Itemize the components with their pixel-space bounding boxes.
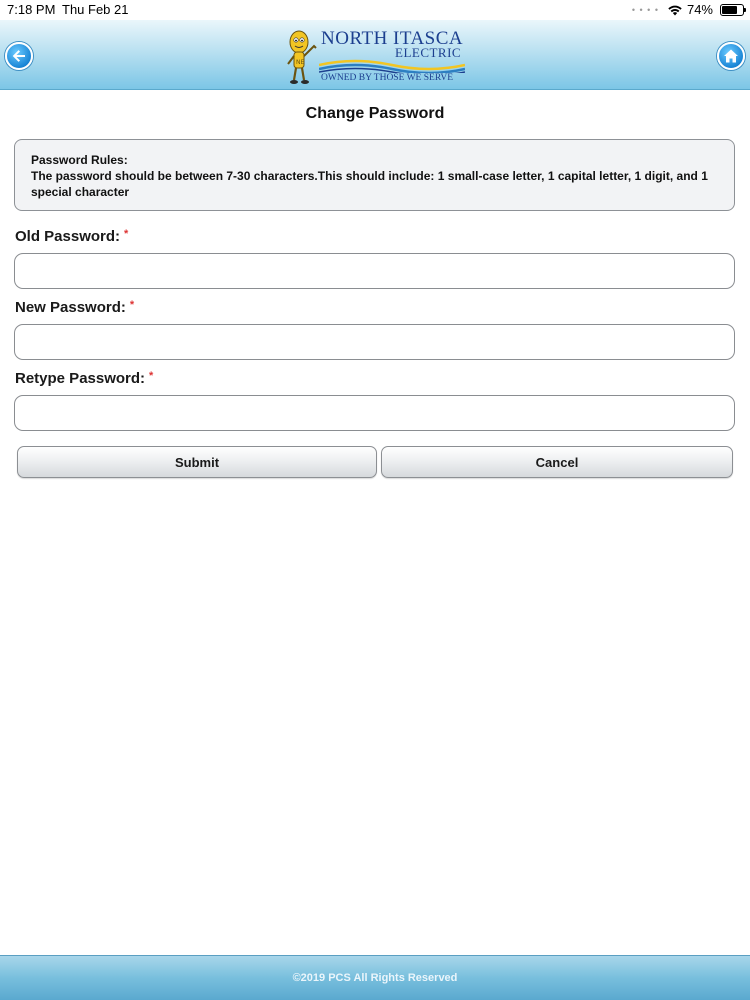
battery-percent: 74%	[686, 2, 713, 17]
back-button[interactable]	[5, 42, 33, 70]
mascot-icon	[285, 26, 319, 86]
wifi-icon	[667, 4, 683, 16]
logo-tagline: OWNED BY THOSE WE SERVE	[321, 73, 454, 83]
multitask-dots-icon: • • • •	[631, 4, 659, 15]
battery-icon	[720, 4, 744, 16]
logo-name-line2: ELECTRIC	[395, 45, 462, 60]
north-itasca-logo	[285, 22, 467, 88]
app-header	[0, 20, 750, 90]
password-rules-box	[14, 139, 735, 211]
status-bar	[0, 0, 750, 20]
home-button[interactable]	[717, 42, 745, 70]
required-marker: *	[149, 370, 154, 382]
footer	[0, 955, 750, 1000]
old-password-label-text: Old Password:	[15, 228, 121, 245]
logo-name-line1: NORTH ITASCA	[321, 28, 464, 49]
old-password-label	[15, 228, 128, 245]
required-marker: *	[124, 228, 129, 240]
retype-password-label	[15, 370, 153, 387]
rules-heading: Password Rules:	[31, 153, 128, 167]
rules-text: The password should be between 7-30 characters.This should include: 1 small-case letter, 1 capital letter, 1 digit, and 1 special character	[31, 169, 708, 199]
retype-password-input[interactable]	[14, 395, 735, 431]
arrow-left-icon	[11, 48, 27, 64]
page-title: Change Password	[305, 105, 445, 122]
copyright-text: ©2019 PCS All Rights Reserved	[292, 972, 458, 984]
new-password-input[interactable]	[14, 324, 735, 360]
required-marker: *	[129, 299, 135, 311]
status-date: Thu Feb 21	[62, 2, 129, 17]
cancel-button[interactable]: Cancel	[381, 446, 733, 478]
logo-waves-icon	[319, 59, 465, 73]
new-password-label-text: New Password:	[15, 299, 126, 316]
home-icon	[723, 48, 739, 64]
new-password-label	[15, 299, 134, 316]
status-right	[632, 2, 744, 17]
status-time: 7:18 PM	[7, 2, 56, 17]
old-password-input[interactable]	[14, 253, 735, 289]
retype-password-label-text: Retype Password:	[15, 370, 146, 387]
svg-text:NE: NE	[296, 59, 305, 66]
submit-button[interactable]: Submit	[17, 446, 377, 478]
